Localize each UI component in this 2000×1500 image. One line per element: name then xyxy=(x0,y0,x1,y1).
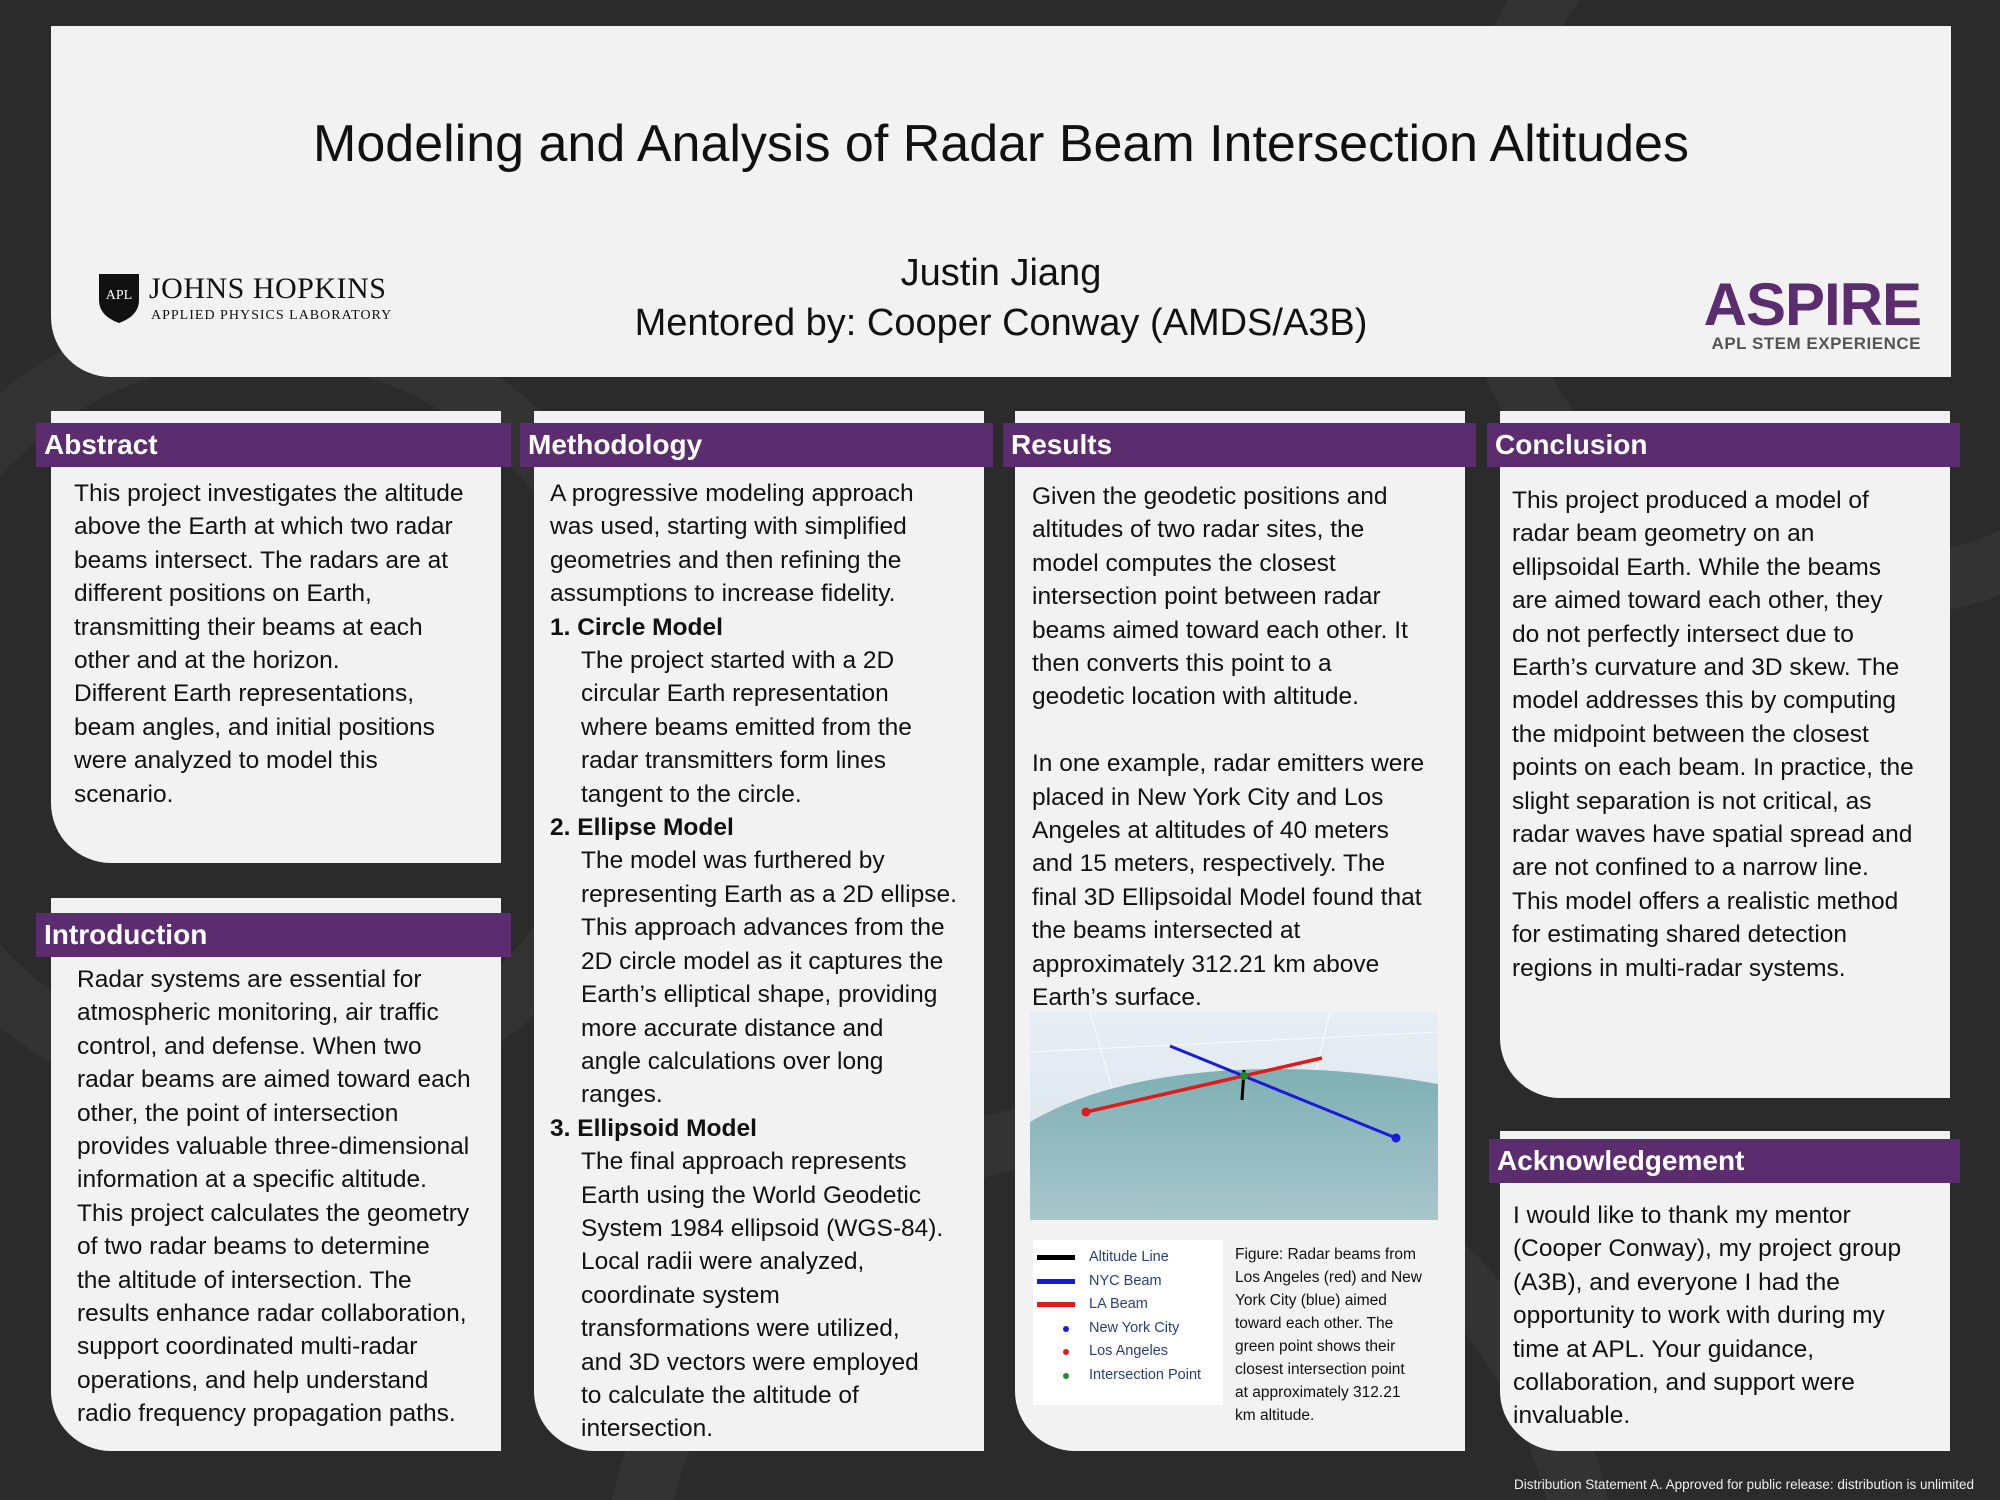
text-line: to calculate the altitude of xyxy=(581,1381,859,1409)
text-line: scenario. xyxy=(74,780,174,808)
text-line: This model offers a realistic method xyxy=(1512,887,1899,915)
text-line: (A3B), and everyone I had the xyxy=(1513,1268,1840,1296)
text-line: are not confined to a narrow line. xyxy=(1512,854,1869,882)
text-line: radar waves have spatial spread and xyxy=(1512,821,1913,849)
author-name: Justin Jiang xyxy=(900,252,1102,294)
poster-title: Modeling and Analysis of Radar Beam Intersection Altitudes xyxy=(313,115,1689,173)
caption-line: at approximately 312.21 xyxy=(1235,1384,1401,1401)
legend-label: Los Angeles xyxy=(1089,1343,1169,1359)
text-line: support coordinated multi-radar xyxy=(77,1333,418,1361)
new-york-city-point xyxy=(1392,1134,1401,1143)
text-line: different positions on Earth, xyxy=(74,580,372,608)
text-line: The model was furthered by xyxy=(581,847,885,875)
text-line: System 1984 ellipsoid (WGS-84). xyxy=(581,1214,944,1242)
text-line: points on each beam. In practice, the xyxy=(1512,754,1914,782)
intersection-point xyxy=(1240,1072,1248,1080)
text-line: the beams intersected at xyxy=(1032,917,1301,945)
caption-line: Los Angeles (red) and New xyxy=(1235,1269,1422,1286)
legend-label: LA Beam xyxy=(1089,1296,1148,1312)
text-line: radar transmitters form lines xyxy=(581,747,886,775)
text-line: information at a specific altitude. xyxy=(77,1166,427,1194)
caption-line: closest intersection point xyxy=(1235,1361,1405,1378)
text-line: other, the point of intersection xyxy=(77,1099,399,1127)
text-line: This approach advances from the xyxy=(581,914,945,942)
aspire-logo xyxy=(1703,271,1921,354)
text-line: were analyzed to model this xyxy=(74,747,378,775)
text-line: angle calculations over long xyxy=(581,1047,884,1075)
text-line: and 3D vectors were employed xyxy=(581,1348,919,1376)
text-line: intersection point between radar xyxy=(1032,583,1381,611)
text-line: regions in multi-radar systems. xyxy=(1512,954,1846,982)
caption-line: Figure: Radar beams from xyxy=(1235,1246,1416,1263)
text-line: provides valuable three-dimensional xyxy=(77,1133,470,1161)
text-line: radar beams are aimed toward each xyxy=(77,1066,471,1094)
text-line: A progressive modeling approach xyxy=(550,480,914,507)
text-line: the midpoint between the closest xyxy=(1512,720,1869,748)
methodology-heading: Methodology xyxy=(520,423,993,467)
jhu-logo-sub: APPLIED PHYSICS LABORATORY xyxy=(151,308,393,323)
text-line: This project calculates the geometry xyxy=(77,1199,470,1227)
legend-swatch xyxy=(1063,1373,1069,1379)
text-line: control, and defense. When two xyxy=(77,1032,422,1060)
caption-line: km altitude. xyxy=(1235,1407,1315,1424)
jhu-apl-logo xyxy=(97,272,397,332)
text-line: radio frequency propagation paths. xyxy=(77,1400,456,1428)
text-line: 2D circle model as it captures the xyxy=(581,947,944,975)
acknowledgement-text xyxy=(1513,1199,1901,1433)
abstract-text xyxy=(74,477,464,811)
los-angeles-point xyxy=(1082,1108,1091,1117)
distribution-statement: Distribution Statement A. Approved for public release: distribution is unlimited xyxy=(1514,1477,1974,1492)
text-line: Radar systems are essential for xyxy=(77,966,422,993)
text-line: Given the geodetic positions and xyxy=(1032,483,1388,510)
text-line: was used, starting with simplified xyxy=(550,513,907,541)
text-line: beams intersect. The radars are at xyxy=(74,546,449,574)
text-line: time at APL. Your guidance, xyxy=(1513,1335,1815,1363)
text-line: placed in New York City and Los xyxy=(1032,783,1384,811)
text-line: Earth’s elliptical shape, providing xyxy=(581,981,938,1009)
text-line: circular Earth representation xyxy=(581,680,889,708)
text-line: Different Earth representations, xyxy=(74,680,415,708)
abstract-heading: Abstract xyxy=(36,423,511,467)
text-line: radar beam geometry on an xyxy=(1512,520,1815,548)
text-line: tangent to the circle. xyxy=(581,780,802,808)
legend-label: Intersection Point xyxy=(1089,1366,1202,1383)
legend-label: Altitude Line xyxy=(1089,1249,1169,1265)
legend-swatch xyxy=(1037,1302,1075,1307)
text-line: Angeles at altitudes of 40 meters xyxy=(1032,817,1389,845)
apl-shield-icon xyxy=(97,272,141,324)
jhu-logo-name: JOHNS HOPKINS xyxy=(149,272,387,305)
text-line: intersection. xyxy=(581,1415,714,1443)
text-line: (Cooper Conway), my project group xyxy=(1513,1235,1902,1263)
mentor-line: Mentored by: Cooper Conway (AMDS/A3B) xyxy=(634,302,1368,344)
text-line: representing Earth as a 2D ellipse. xyxy=(581,880,957,908)
text-line: transmitting their beams at each xyxy=(74,613,423,641)
aspire-logo-sub: APL STEM EXPERIENCE xyxy=(1711,334,1921,353)
legend-swatch xyxy=(1063,1349,1069,1355)
radar-beam-figure xyxy=(1030,1012,1438,1220)
text-line: atmospheric monitoring, air traffic xyxy=(77,999,439,1027)
svg-text:APL: APL xyxy=(105,288,133,303)
poster-header xyxy=(51,26,1951,377)
text-line: assumptions to increase fidelity. xyxy=(550,580,896,608)
text-line: invaluable. xyxy=(1513,1402,1631,1430)
text-line: In one example, radar emitters were xyxy=(1032,750,1425,778)
conclusion-heading: Conclusion xyxy=(1487,423,1960,467)
text-line: Local radii were analyzed, xyxy=(581,1248,865,1276)
caption-line: green point shows their xyxy=(1235,1338,1396,1355)
legend-label: New York City xyxy=(1089,1319,1180,1336)
caption-line: toward each other. The xyxy=(1235,1315,1394,1332)
text-line: where beams emitted from the xyxy=(581,713,912,741)
text-line: This project investigates the altitude xyxy=(74,480,464,507)
text-line: The project started with a 2D xyxy=(581,647,895,675)
results-heading: Results xyxy=(1003,423,1476,467)
introduction-text xyxy=(77,963,471,1431)
text-line: operations, and help understand xyxy=(77,1366,429,1394)
method-item-title: 1. Circle Model xyxy=(550,613,723,641)
text-line: of two radar beams to determine xyxy=(77,1233,430,1261)
legend-swatch xyxy=(1037,1279,1075,1284)
text-line: Earth’s curvature and 3D skew. The xyxy=(1512,654,1900,682)
acknowledgement-heading: Acknowledgement xyxy=(1489,1139,1960,1183)
legend-swatch xyxy=(1037,1255,1075,1260)
caption-line: York City (blue) aimed xyxy=(1235,1292,1387,1309)
text-line: coordinate system xyxy=(581,1281,780,1309)
results-text xyxy=(1032,480,1424,1015)
aspire-logo-main: ASPIRE xyxy=(1703,271,1921,338)
text-line: beams aimed toward each other. It xyxy=(1032,616,1408,644)
text-line: for estimating shared detection xyxy=(1512,921,1848,949)
text-line: This project produced a model of xyxy=(1512,487,1869,514)
text-line: opportunity to work with during my xyxy=(1513,1302,1885,1330)
text-line: geometries and then refining the xyxy=(550,546,902,574)
legend-label: NYC Beam xyxy=(1089,1272,1162,1289)
text-line: beam angles, and initial positions xyxy=(74,713,435,741)
text-line: approximately 312.21 km above xyxy=(1032,950,1380,978)
text-line: then converts this point to a xyxy=(1032,650,1332,678)
text-line: slight separation is not critical, as xyxy=(1512,787,1872,815)
text-line: geodetic location with altitude. xyxy=(1032,683,1359,711)
text-line: and 15 meters, respectively. The xyxy=(1032,850,1386,878)
text-line: model addresses this by computing xyxy=(1512,687,1897,715)
introduction-heading: Introduction xyxy=(36,913,511,957)
text-line: ranges. xyxy=(581,1081,663,1109)
text-line: Earth’s surface. xyxy=(1032,984,1202,1012)
text-line: above the Earth at which two radar xyxy=(74,513,453,541)
text-line: I would like to thank my mentor xyxy=(1513,1202,1851,1229)
text-line: final 3D Ellipsoidal Model found that xyxy=(1032,883,1422,911)
text-line xyxy=(1032,714,1424,747)
conclusion-text xyxy=(1512,484,1914,985)
text-line: transformations were utilized, xyxy=(581,1315,900,1343)
text-line: collaboration, and support were xyxy=(1513,1369,1855,1397)
text-line: altitudes of two radar sites, the xyxy=(1032,516,1365,544)
text-line: results enhance radar collaboration, xyxy=(77,1300,467,1328)
text-line: the altitude of intersection. The xyxy=(77,1266,412,1294)
text-line: are aimed toward each other, they xyxy=(1512,587,1883,615)
text-line: model computes the closest xyxy=(1032,549,1336,577)
text-line: ellipsoidal Earth. While the beams xyxy=(1512,553,1882,581)
legend-swatch xyxy=(1063,1326,1069,1332)
text-line: more accurate distance and xyxy=(581,1014,884,1042)
text-line: do not perfectly intersect due to xyxy=(1512,620,1854,648)
figure-legend xyxy=(1033,1240,1223,1405)
methodology-text xyxy=(550,477,957,1446)
text-line: Earth using the World Geodetic xyxy=(581,1181,922,1209)
figure-caption xyxy=(1235,1243,1422,1427)
text-line: The final approach represents xyxy=(581,1148,907,1176)
text-line: other and at the horizon. xyxy=(74,647,340,675)
method-item-title: 2. Ellipse Model xyxy=(550,814,734,842)
method-item-title: 3. Ellipsoid Model xyxy=(550,1114,757,1142)
